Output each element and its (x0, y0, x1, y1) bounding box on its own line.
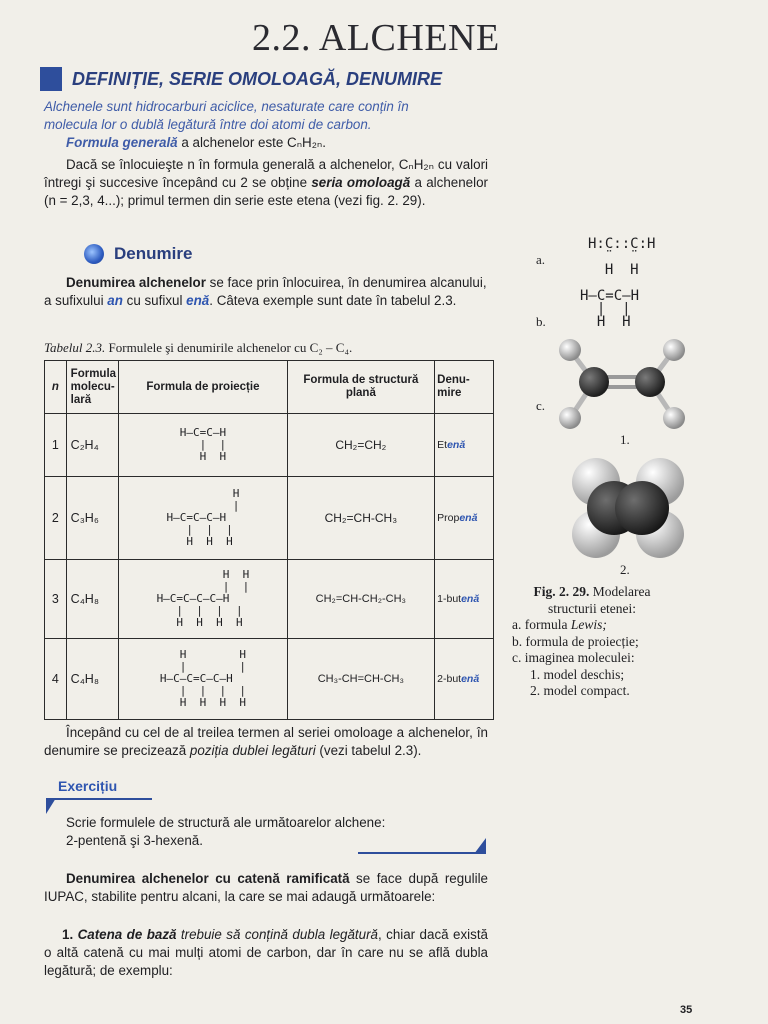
projection-formula: H H | | H—C=C—C—C—H | | | | H H H H (156, 568, 250, 629)
ethene-open-model (556, 336, 696, 436)
hydrogen-atom (559, 339, 581, 361)
lewis-formula: H:C::C:H ¨ ¨ H H (588, 236, 656, 278)
section-heading (40, 66, 442, 92)
projection-formula-ethene: H–C=C–H | | H H (580, 288, 640, 330)
table-row: 2 C₃H₆ H | H—C=C—C—H | | | H H H CH₂=CH-CH₃ Propenă (45, 477, 494, 560)
table-header-row (45, 361, 494, 414)
definition-text: Alchenele sunt hidrocarburi aciclice, nesaturate care conțin în molecula lor o dublă legătură între doi atomi de carbon. (44, 99, 409, 132)
projection-formula: H H | | H—C—C=C—C—H | | | | H H H H (159, 648, 246, 709)
bullet-icon (84, 244, 104, 264)
hydrogen-atom (663, 407, 685, 429)
branched-paragraph: Denumirea alchenelor cu catenă ramificată se face după regulile IUPAC, stabilite pentru alcani, la care se mai adaugă următoarele: (44, 871, 488, 904)
exercise-heading: Exercițiu (58, 778, 117, 796)
table-row: 1 C₂H₄ H—C=C—H | | H H CH₂=CH₂ Etenă (45, 414, 494, 477)
page-title: 2.2. ALCHENE (252, 17, 500, 59)
projection-formula: H—C=C—H | | H H (179, 426, 227, 463)
denumire-paragraph: Denumirea alchenelor se face prin înlocuirea, în denumirea alcanului, a sufixului an cu sufixul enă. Câteva exemple sunt date în tabelul 2.3. (44, 275, 487, 308)
header-projection: Formula de proiecție (119, 361, 287, 414)
header-structure: Formula de structură plană (287, 361, 435, 414)
figure-label-1: 1. (620, 432, 630, 447)
page-number: 35 (680, 1004, 693, 1016)
table-row: 4 C₄H₈ H H | | H—C—C=C—C—H | | | | H H H H CH₃-CH=CH-CH₃ 2-butenă (45, 639, 494, 720)
section-heading-text: DEFINIȚIE, SERIE OMOLOAGĂ, DENUMIRE (72, 68, 443, 89)
position-paragraph: Începând cu cel de al treilea termen al seriei omoloage a alchenelor, în denumire se precizează poziția dublei legături (vezi tabelul 2.3). (44, 725, 488, 758)
subheading-denumire: Denumire (84, 244, 192, 264)
rule-1-paragraph: 1. Catena de bază trebuie să conțină dubla legătură, chiar dacă există o altă catenă cu mai mulți atomi de carbon, dar în care nu se află dubla legătură; de exemplu: (44, 927, 488, 978)
hydrogen-atom (663, 339, 685, 361)
exercise-rule (48, 798, 152, 800)
exercise-text: Scrie formulele de structură ale următoarelor alchene: 2-pentenă şi 3-hexenă. (66, 815, 386, 848)
hydrogen-atom (559, 407, 581, 429)
figure-label-a: a. (536, 252, 546, 267)
header-name: Denu-mire (435, 361, 494, 414)
header-molecular: Formula molecu-lară (66, 361, 119, 414)
header-n: n (45, 361, 67, 414)
table-caption: Tabelul 2.3. Formulele şi denumirile alchenelor cu C₂ – C₄. (44, 340, 353, 355)
exercise-end-rule (358, 852, 486, 854)
ethene-compact-model (566, 456, 690, 560)
general-formula: Formula generală a alchenelor este CₙH₂ₙ. (66, 135, 326, 150)
carbon-atom (579, 367, 609, 397)
carbon-atom (635, 367, 665, 397)
section-marker-icon (40, 67, 62, 91)
figure-label-2: 2. (620, 562, 630, 577)
projection-formula: H | H—C=C—C—H | | | H H H (166, 487, 240, 548)
figure-label-b: b. (536, 314, 546, 329)
serie-paragraph: Dacă se înlocuieşte n în formula generală a alchenelor, CₙH₂ₙ cu valori întregi şi succesive începând cu 2 se obține seria omoloagă a alchenelor (n = 2,3, 4...); primul termen din serie este etena (vezi fig. 2. 29). (44, 157, 488, 208)
figure-caption: Fig. 2. 29. Modelarea structurii etenei: a. formula Lewis; b. formula de proiecție; c. imaginea moleculei: 1. model deschis; 2. model compact. (512, 584, 651, 698)
table-row: 3 C₄H₈ H H | | H—C=C—C—C—H | | | | H H H H CH₂=CH-CH₂-CH₃ 1-butenă (45, 560, 494, 639)
alkene-table (44, 360, 494, 720)
figure-label-c: c. (536, 398, 546, 413)
exercise-flag-icon (46, 798, 56, 814)
exercise-end-flag-icon (474, 838, 486, 854)
carbon-atom (615, 481, 669, 535)
